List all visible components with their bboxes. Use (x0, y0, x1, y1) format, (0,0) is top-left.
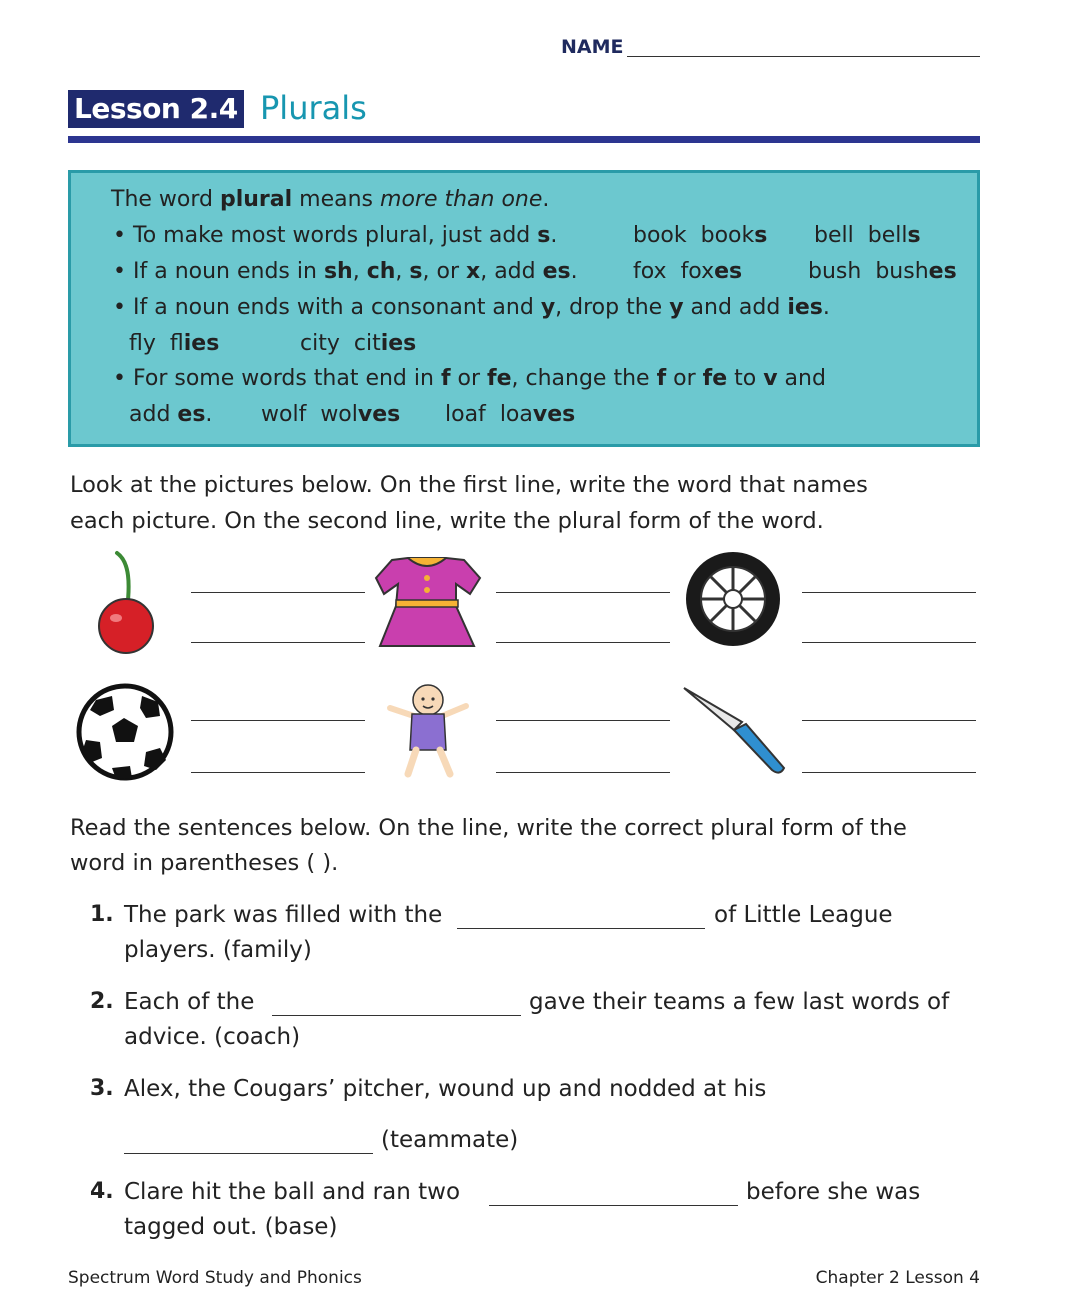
rule-4-example-2 (445, 400, 575, 430)
bullet: • (113, 223, 126, 248)
baby-picture (384, 680, 474, 780)
name-label: NAME (561, 36, 624, 58)
singular: wolf (261, 402, 307, 427)
plural-base: loa (499, 402, 533, 427)
singular: fox (633, 259, 667, 284)
sentence-text: (teammate) (381, 1127, 519, 1153)
plural-ending: es (928, 259, 957, 284)
keyword: es (542, 259, 571, 284)
keyword: sh (323, 259, 353, 284)
answer-line[interactable] (496, 720, 670, 721)
text: For some words that end in (133, 366, 441, 391)
text: or (450, 366, 488, 391)
answer-line[interactable] (191, 592, 365, 593)
text: If a noun ends with a consonant and (133, 295, 541, 320)
plural-ending: ves (357, 402, 401, 427)
plural-ending: s (754, 223, 768, 248)
instruction-2-line-1: Read the sentences below. On the line, write the correct plural form of the (70, 815, 907, 841)
text: add (129, 402, 178, 427)
singular: book (633, 223, 687, 248)
sentence-text: gave their teams a few last words of (529, 989, 950, 1015)
plural-base: fl (169, 331, 184, 356)
text: and add (683, 295, 788, 320)
answer-line[interactable] (802, 592, 976, 593)
rule-1-example-2 (814, 221, 921, 251)
sentence-text: tagged out. (base) (124, 1214, 338, 1240)
text: means (292, 187, 381, 212)
rule-4-cont (129, 400, 212, 430)
keyword: ies (787, 295, 823, 320)
rule-4-example-1 (261, 400, 400, 430)
sentence-text: advice. (coach) (124, 1024, 301, 1050)
text: . (542, 187, 550, 212)
text: . (822, 295, 830, 320)
text: . (550, 223, 558, 248)
rule-box (68, 170, 980, 447)
singular: bush (808, 259, 862, 284)
keyword: x (466, 259, 481, 284)
answer-line[interactable] (496, 592, 670, 593)
instruction-1-line-1: Look at the pictures below. On the first line, write the word that names (70, 472, 868, 498)
rule-intro (111, 185, 549, 215)
footer-left: Spectrum Word Study and Phonics (68, 1268, 362, 1288)
text: To make most words plural, just add (133, 223, 538, 248)
answer-line[interactable] (802, 642, 976, 643)
singular: loaf (445, 402, 486, 427)
sentence-text: of Little League (714, 902, 893, 928)
text: , drop the (555, 295, 670, 320)
rule-2 (133, 257, 578, 287)
plural-base: book (700, 223, 755, 248)
text: , or (422, 259, 466, 284)
keyword: y (669, 295, 684, 320)
rule-3-example-1 (129, 329, 219, 359)
keyword: es (177, 402, 206, 427)
text: . (570, 259, 578, 284)
answer-line[interactable] (802, 772, 976, 773)
text: If a noun ends in (133, 259, 324, 284)
text: , change the (511, 366, 657, 391)
keyword: s (537, 223, 551, 248)
keyword: f (656, 366, 667, 391)
text: The word (111, 187, 220, 212)
answer-line[interactable] (191, 642, 365, 643)
bullet: • (113, 259, 126, 284)
plural-base: cit (353, 331, 381, 356)
sentence-text: Clare hit the ball and ran two (124, 1179, 461, 1205)
lesson-title: Plurals (260, 89, 367, 127)
text: or (666, 366, 703, 391)
keyword: y (540, 295, 556, 320)
instruction-2-line-2: word in parentheses ( ). (70, 850, 339, 876)
keyword: ch (366, 259, 396, 284)
plural-ending: ies (380, 331, 417, 356)
sentence-text: Alex, the Cougars’ pitcher, wound up and nodded at his (124, 1076, 767, 1102)
answer-line[interactable] (191, 720, 365, 721)
rule-3-example-2 (300, 329, 416, 359)
sentence-text: Each of the (124, 989, 255, 1015)
header-rule (68, 136, 980, 143)
keyword: fe (487, 366, 512, 391)
ball-picture (76, 682, 176, 782)
keyword: f (440, 366, 451, 391)
plural-ending: ves (532, 402, 576, 427)
singular: fly (129, 331, 156, 356)
text: to (727, 366, 764, 391)
keyword: fe (702, 366, 728, 391)
bullet: • (113, 366, 126, 391)
instruction-1-line-2: each picture. On the second line, write the plural form of the word. (70, 508, 824, 534)
rule-3 (133, 293, 830, 323)
plural-ending: ies (183, 331, 220, 356)
rule-1-example-1 (633, 221, 767, 251)
sentence-number: 2. (90, 989, 114, 1014)
answer-line[interactable] (191, 772, 365, 773)
text: . (205, 402, 213, 427)
keyword: plural (219, 187, 293, 212)
text: , (352, 259, 367, 284)
rule-2-example-2 (808, 257, 957, 287)
sentence-number: 4. (90, 1179, 114, 1204)
text: , add (480, 259, 543, 284)
keyword: s (409, 259, 423, 284)
bullet: • (113, 295, 126, 320)
plural-ending: s (907, 223, 921, 248)
text: , (395, 259, 410, 284)
name-input-line[interactable] (627, 56, 980, 57)
rule-1 (133, 221, 557, 251)
text: and (777, 366, 826, 391)
wheel-picture (684, 550, 784, 650)
plural-ending: es (714, 259, 743, 284)
plural-base: bush (875, 259, 929, 284)
plural-base: wol (320, 402, 358, 427)
singular: bell (814, 223, 854, 248)
answer-line[interactable] (496, 772, 670, 773)
sentence-answer-line[interactable] (457, 928, 705, 929)
sentence-text: before she was (746, 1179, 921, 1205)
cherry-picture (92, 550, 162, 656)
knife-picture (680, 684, 790, 776)
dress-picture (370, 550, 485, 656)
sentence-number: 1. (90, 902, 114, 927)
rule-2-example-1 (633, 257, 742, 287)
plural-base: fox (680, 259, 715, 284)
answer-line[interactable] (802, 720, 976, 721)
plural-base: bell (867, 223, 908, 248)
footer-right: Chapter 2 Lesson 4 (815, 1268, 980, 1288)
lesson-badge: Lesson 2.4 (68, 90, 244, 128)
singular: city (300, 331, 340, 356)
keyword: v (763, 366, 778, 391)
emphasis: more than one (380, 187, 543, 212)
sentence-number: 3. (90, 1076, 114, 1101)
sentence-answer-line[interactable] (124, 1153, 373, 1154)
sentence-answer-line[interactable] (489, 1205, 738, 1206)
sentence-answer-line[interactable] (272, 1015, 521, 1016)
sentence-text: players. (family) (124, 937, 312, 963)
sentence-text: The park was filled with the (124, 902, 443, 928)
answer-line[interactable] (496, 642, 670, 643)
rule-4 (133, 364, 826, 394)
